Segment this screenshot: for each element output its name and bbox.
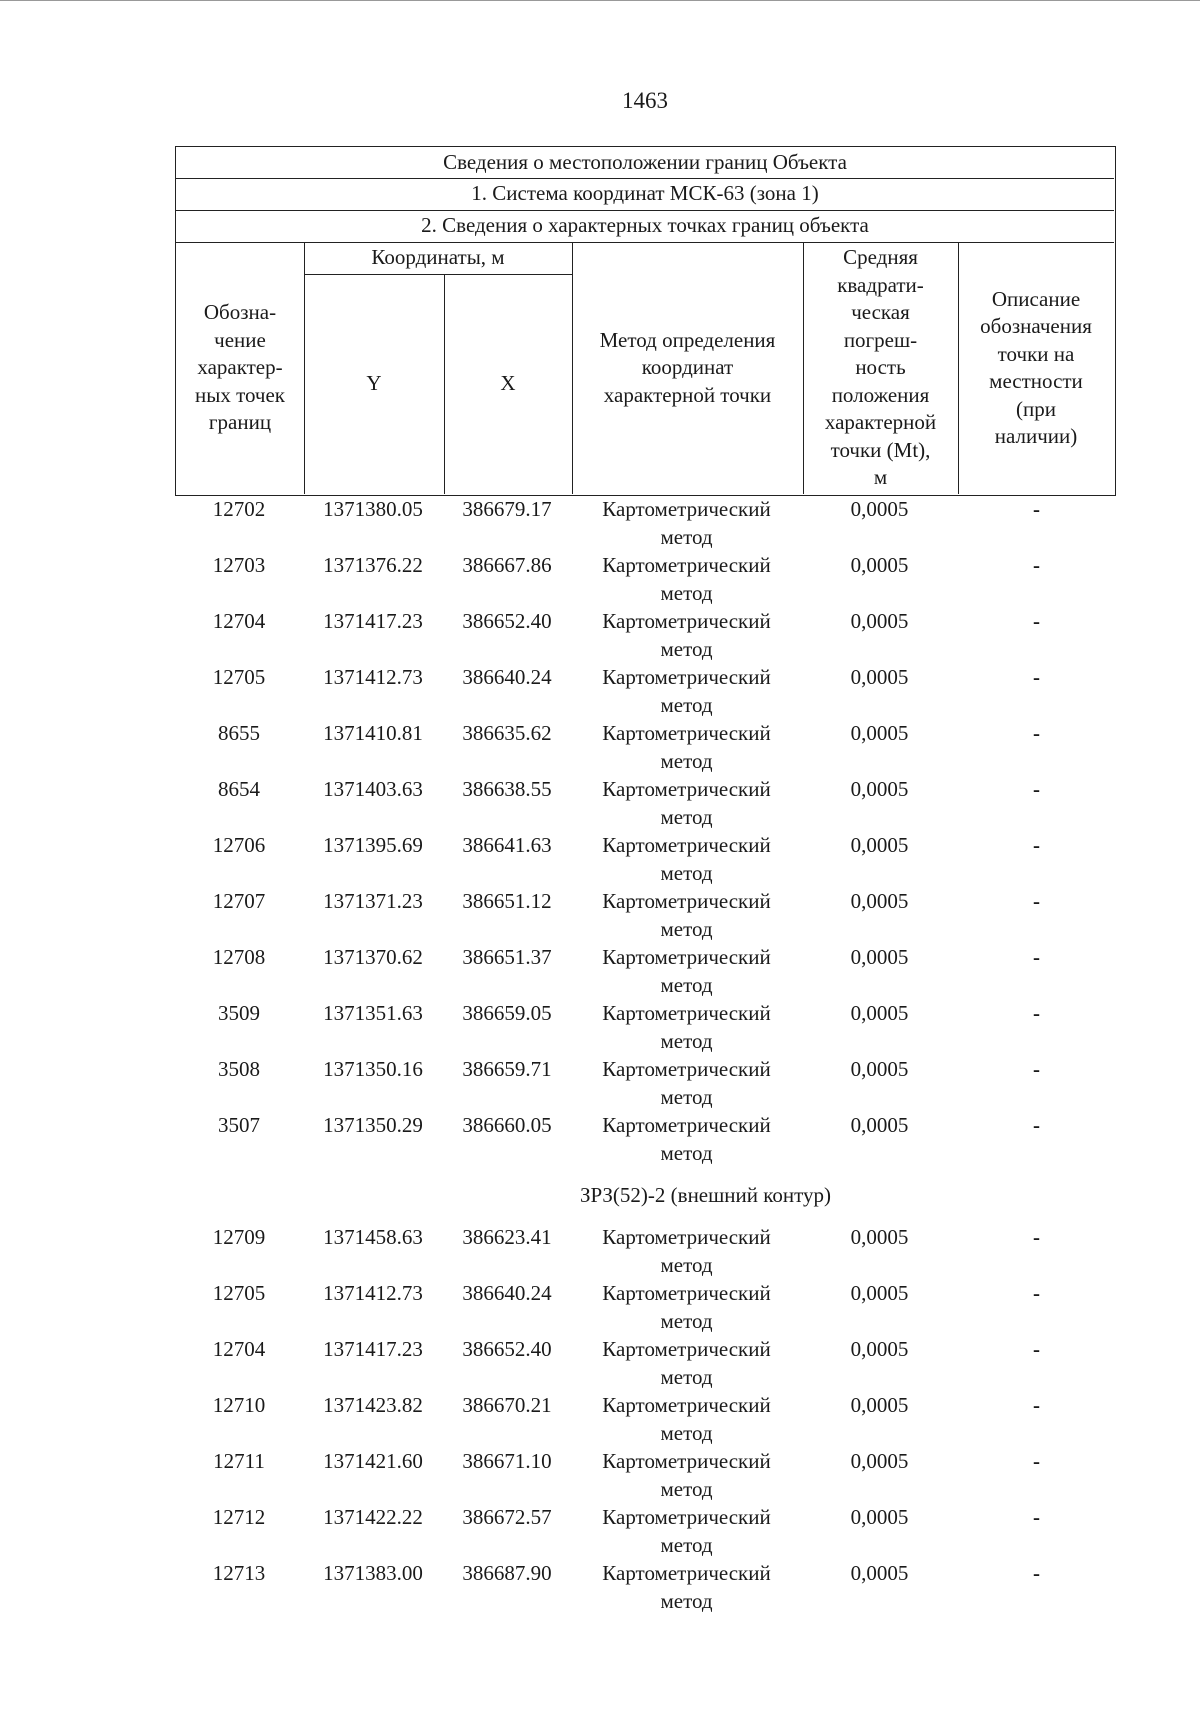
table-header <box>175 146 1116 496</box>
row-group-outer-contour <box>175 1223 1116 1615</box>
error-cell: 0,0005 <box>850 777 909 801</box>
table-row <box>175 551 1116 607</box>
point-id-cell: 12713 <box>212 1561 266 1585</box>
point-id-cell: 12705 <box>212 665 266 689</box>
coord-x-cell: 386638.55 <box>462 777 552 801</box>
table-row <box>175 1279 1116 1335</box>
error-cell: 0,0005 <box>850 1113 909 1137</box>
table-row <box>175 1391 1116 1447</box>
description-cell: - <box>1033 1505 1040 1529</box>
col-header-coordinates: Координаты, м <box>371 245 505 270</box>
description-cell: - <box>1033 1225 1040 1249</box>
table-row <box>175 1111 1116 1167</box>
header-coordinate-system: 1. Система координат МСК-63 (зона 1) <box>471 181 819 206</box>
error-cell: 0,0005 <box>850 1561 909 1585</box>
table-row <box>175 1559 1116 1615</box>
point-id-cell: 12704 <box>212 1337 266 1361</box>
coord-y-cell: 1371422.22 <box>323 1505 423 1529</box>
description-cell: - <box>1033 665 1040 689</box>
coord-y-cell: 1371350.16 <box>323 1057 423 1081</box>
point-id-cell: 3509 <box>218 1001 260 1025</box>
error-cell: 0,0005 <box>850 1449 909 1473</box>
method-cell: Картометрический метод <box>602 497 771 549</box>
coord-x-cell: 386687.90 <box>462 1561 552 1585</box>
description-cell: - <box>1033 889 1040 913</box>
coord-x-cell: 386640.24 <box>462 665 552 689</box>
table-row <box>175 831 1116 887</box>
method-cell: Картометрический метод <box>602 1449 771 1501</box>
table-row <box>175 887 1116 943</box>
table-row <box>175 663 1116 719</box>
description-cell: - <box>1033 777 1040 801</box>
error-cell: 0,0005 <box>850 833 909 857</box>
coord-y-cell: 1371412.73 <box>323 1281 423 1305</box>
table-row <box>175 1503 1116 1559</box>
description-cell: - <box>1033 497 1040 521</box>
coord-y-cell: 1371370.62 <box>323 945 423 969</box>
method-cell: Картометрический метод <box>602 1561 771 1613</box>
coord-y-cell: 1371380.05 <box>323 497 423 521</box>
col-header-x: X <box>500 371 516 396</box>
description-cell: - <box>1033 609 1040 633</box>
method-cell: Картометрический метод <box>602 833 771 885</box>
description-cell: - <box>1033 1449 1040 1473</box>
point-id-cell: 12705 <box>212 1281 266 1305</box>
coord-x-cell: 386640.24 <box>462 1281 552 1305</box>
error-cell: 0,0005 <box>850 609 909 633</box>
coord-x-cell: 386623.41 <box>462 1225 552 1249</box>
coord-y-cell: 1371403.63 <box>323 777 423 801</box>
method-cell: Картометрический метод <box>602 721 771 773</box>
coord-x-cell: 386652.40 <box>462 1337 552 1361</box>
coord-y-cell: 1371417.23 <box>323 609 423 633</box>
coord-x-cell: 386659.05 <box>462 1001 552 1025</box>
method-cell: Картометрический метод <box>602 945 771 997</box>
method-cell: Картометрический метод <box>602 1505 771 1557</box>
description-cell: - <box>1033 721 1040 745</box>
point-id-cell: 12702 <box>212 497 266 521</box>
table-row <box>175 495 1116 551</box>
point-id-cell: 12703 <box>212 553 266 577</box>
description-cell: - <box>1033 833 1040 857</box>
table-row <box>175 1223 1116 1279</box>
coord-x-cell: 386651.12 <box>462 889 552 913</box>
error-cell: 0,0005 <box>850 1225 909 1249</box>
description-cell: - <box>1033 1561 1040 1585</box>
description-cell: - <box>1033 945 1040 969</box>
error-cell: 0,0005 <box>850 1393 909 1417</box>
method-cell: Картометрический метод <box>602 1057 771 1109</box>
col-header-description: Описание обозначения точки на местности (при наличии) <box>980 286 1092 448</box>
coord-x-cell: 386672.57 <box>462 1505 552 1529</box>
method-cell: Картометрический метод <box>602 553 771 605</box>
method-cell: Картометрический метод <box>602 1337 771 1389</box>
method-cell: Картометрический метод <box>602 889 771 941</box>
method-cell: Картометрический метод <box>602 777 771 829</box>
coord-y-cell: 1371421.60 <box>323 1449 423 1473</box>
point-id-cell: 12708 <box>212 945 266 969</box>
table-row <box>175 775 1116 831</box>
method-cell: Картометрический метод <box>602 1281 771 1333</box>
description-cell: - <box>1033 553 1040 577</box>
description-cell: - <box>1033 1057 1040 1081</box>
table-row <box>175 1055 1116 1111</box>
error-cell: 0,0005 <box>850 553 909 577</box>
point-id-cell: 12712 <box>212 1505 266 1529</box>
scan-top-edge <box>0 0 1200 1</box>
error-cell: 0,0005 <box>850 1337 909 1361</box>
point-id-cell: 8655 <box>218 721 260 745</box>
error-cell: 0,0005 <box>850 945 909 969</box>
col-header-designation: Обозна- чение характер- ных точек границ <box>194 300 286 435</box>
point-id-cell: 12710 <box>212 1393 266 1417</box>
header-points-title: 2. Сведения о характерных точках границ объекта <box>421 213 869 238</box>
table-row <box>175 943 1116 999</box>
coord-x-cell: 386660.05 <box>462 1113 552 1137</box>
table-row <box>175 999 1116 1055</box>
coord-y-cell: 1371371.23 <box>323 889 423 913</box>
section-title: ЗРЗ(52)-2 (внешний контур) <box>579 1183 832 1207</box>
error-cell: 0,0005 <box>850 497 909 521</box>
description-cell: - <box>1033 1281 1040 1305</box>
coord-x-cell: 386670.21 <box>462 1393 552 1417</box>
coord-x-cell: 386652.40 <box>462 609 552 633</box>
table-row <box>175 607 1116 663</box>
coord-x-cell: 386635.62 <box>462 721 552 745</box>
page-number: 1463 <box>622 88 668 113</box>
table-row <box>175 1447 1116 1503</box>
coord-y-cell: 1371412.73 <box>323 665 423 689</box>
col-header-method: Метод определения координат характерной точки <box>599 327 776 407</box>
point-id-cell: 3507 <box>218 1113 260 1137</box>
error-cell: 0,0005 <box>850 1505 909 1529</box>
col-header-y: Y <box>366 371 382 396</box>
point-id-cell: 12709 <box>212 1225 266 1249</box>
table-row <box>175 719 1116 775</box>
error-cell: 0,0005 <box>850 721 909 745</box>
coord-y-cell: 1371410.81 <box>323 721 423 745</box>
error-cell: 0,0005 <box>850 1281 909 1305</box>
description-cell: - <box>1033 1337 1040 1361</box>
point-id-cell: 3508 <box>218 1057 260 1081</box>
coord-x-cell: 386667.86 <box>462 553 552 577</box>
point-id-cell: 12704 <box>212 609 266 633</box>
point-id-cell: 12711 <box>213 1449 265 1473</box>
method-cell: Картометрический метод <box>602 1113 771 1165</box>
coord-y-cell: 1371395.69 <box>323 833 423 857</box>
coord-x-cell: 386641.63 <box>462 833 552 857</box>
coord-y-cell: 1371458.63 <box>323 1225 423 1249</box>
coord-y-cell: 1371417.23 <box>323 1337 423 1361</box>
error-cell: 0,0005 <box>850 889 909 913</box>
coord-x-cell: 386659.71 <box>462 1057 552 1081</box>
point-id-cell: 12706 <box>212 833 266 857</box>
error-cell: 0,0005 <box>850 665 909 689</box>
coord-y-cell: 1371351.63 <box>323 1001 423 1025</box>
description-cell: - <box>1033 1393 1040 1417</box>
method-cell: Картометрический метод <box>602 1393 771 1445</box>
point-id-cell: 12707 <box>212 889 266 913</box>
table-body <box>175 495 1116 1615</box>
coord-y-cell: 1371383.00 <box>323 1561 423 1585</box>
header-title: Сведения о местоположении границ Объекта <box>443 149 847 174</box>
error-cell: 0,0005 <box>850 1057 909 1081</box>
point-id-cell: 8654 <box>218 777 260 801</box>
error-cell: 0,0005 <box>850 1001 909 1025</box>
coord-y-cell: 1371376.22 <box>323 553 423 577</box>
method-cell: Картометрический метод <box>602 1225 771 1277</box>
row-group-main <box>175 495 1116 1167</box>
coord-y-cell: 1371350.29 <box>323 1113 423 1137</box>
description-cell: - <box>1033 1001 1040 1025</box>
col-header-error: Средняя квадрати- ческая погреш- ность положения характерной точки (Mt), м <box>824 245 937 490</box>
method-cell: Картометрический метод <box>602 1001 771 1053</box>
method-cell: Картометрический метод <box>602 665 771 717</box>
method-cell: Картометрический метод <box>602 609 771 661</box>
table-row <box>175 1335 1116 1391</box>
coord-x-cell: 386679.17 <box>462 497 552 521</box>
coord-x-cell: 386651.37 <box>462 945 552 969</box>
coord-x-cell: 386671.10 <box>462 1449 552 1473</box>
coord-y-cell: 1371423.82 <box>323 1393 423 1417</box>
description-cell: - <box>1033 1113 1040 1137</box>
